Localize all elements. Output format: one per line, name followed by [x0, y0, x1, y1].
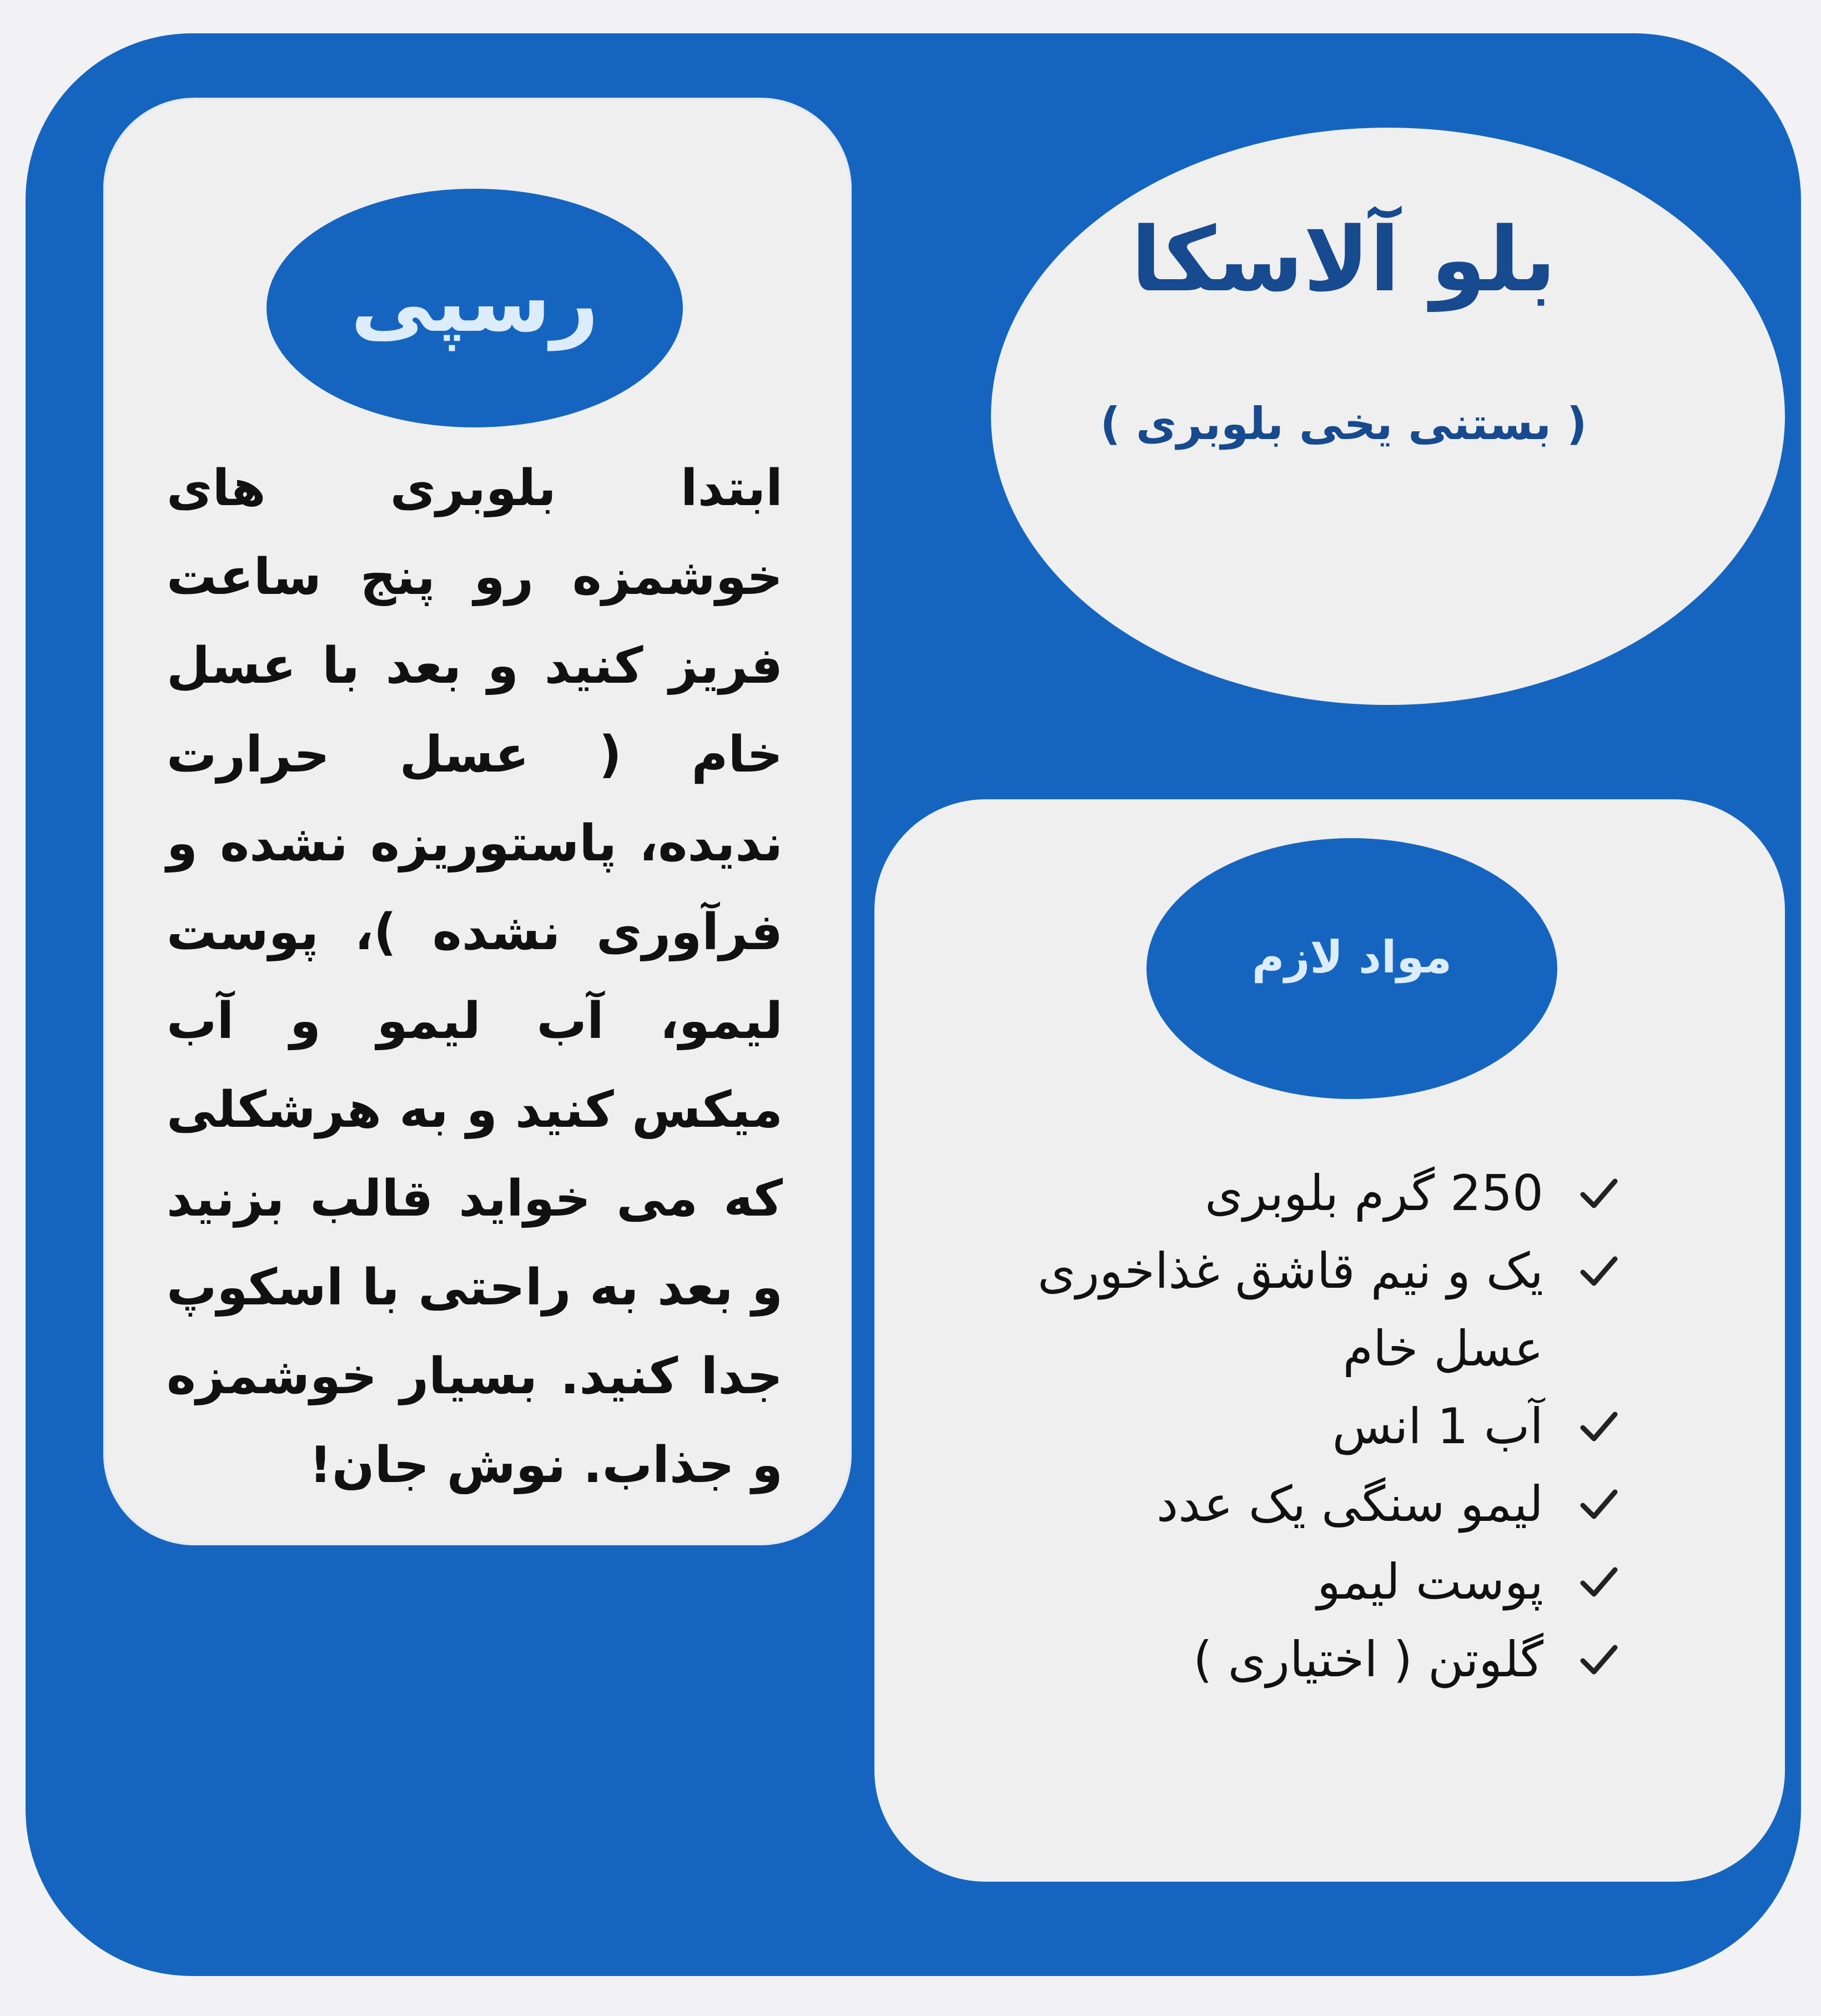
check-mark-icon: [1571, 1465, 1627, 1543]
page-subtitle: ( بستنی یخی بلوبری ): [1100, 398, 1587, 450]
recipe-instructions: ابتدا بلوبری های خوشمزه رو پنج ساعت فریز کنید و بعد با عسل خام ( عسل حرارت ندیده، پاستوریزه نشده و فرآوری نشده )، پوست لیمو، آب لیمو و آب میکس کنید و به هرشکلی که می خواید قالب بزنید و بعد به راحتی با اسکوپ جدا کنید. بسیار خوشمزه و جذاب. نوش جان!: [167, 459, 783, 1494]
check-mark-icon: [1571, 1543, 1627, 1621]
ingredients-heading: مواد لازم: [1251, 931, 1452, 983]
recipe-heading-badge: [266, 189, 683, 427]
check-mark-icon: [1571, 1232, 1627, 1310]
recipe-heading: رسپی: [350, 254, 599, 351]
ingredient-item: [916, 1388, 1627, 1465]
ingredient-text: یک و نیم قاشق غذاخوری عسل خام: [1037, 1242, 1543, 1377]
check-mark-icon: [1571, 1155, 1627, 1232]
ingredients-list: [916, 1155, 1627, 1699]
ingredient-item: [916, 1155, 1627, 1232]
ingredient-text: آب 1 انس: [1332, 1398, 1543, 1455]
ingredient-item: [916, 1232, 1627, 1388]
ingredient-text: لیمو سنگی یک عدد: [1156, 1475, 1543, 1533]
ingredient-item: [916, 1465, 1627, 1543]
ingredients-heading-badge: [1146, 838, 1557, 1099]
ingredient-text: 250 گرم بلوبری: [1205, 1165, 1543, 1222]
ingredient-text: پوست لیمو: [1317, 1553, 1543, 1610]
page-title: بلو آلاسکا: [1131, 208, 1556, 311]
ingredient-item: [916, 1621, 1627, 1699]
ingredient-text: گلوتن ( اختیاری ): [1193, 1631, 1543, 1688]
check-mark-icon: [1571, 1621, 1627, 1699]
ingredient-item: [916, 1543, 1627, 1621]
check-mark-icon: [1571, 1388, 1627, 1465]
